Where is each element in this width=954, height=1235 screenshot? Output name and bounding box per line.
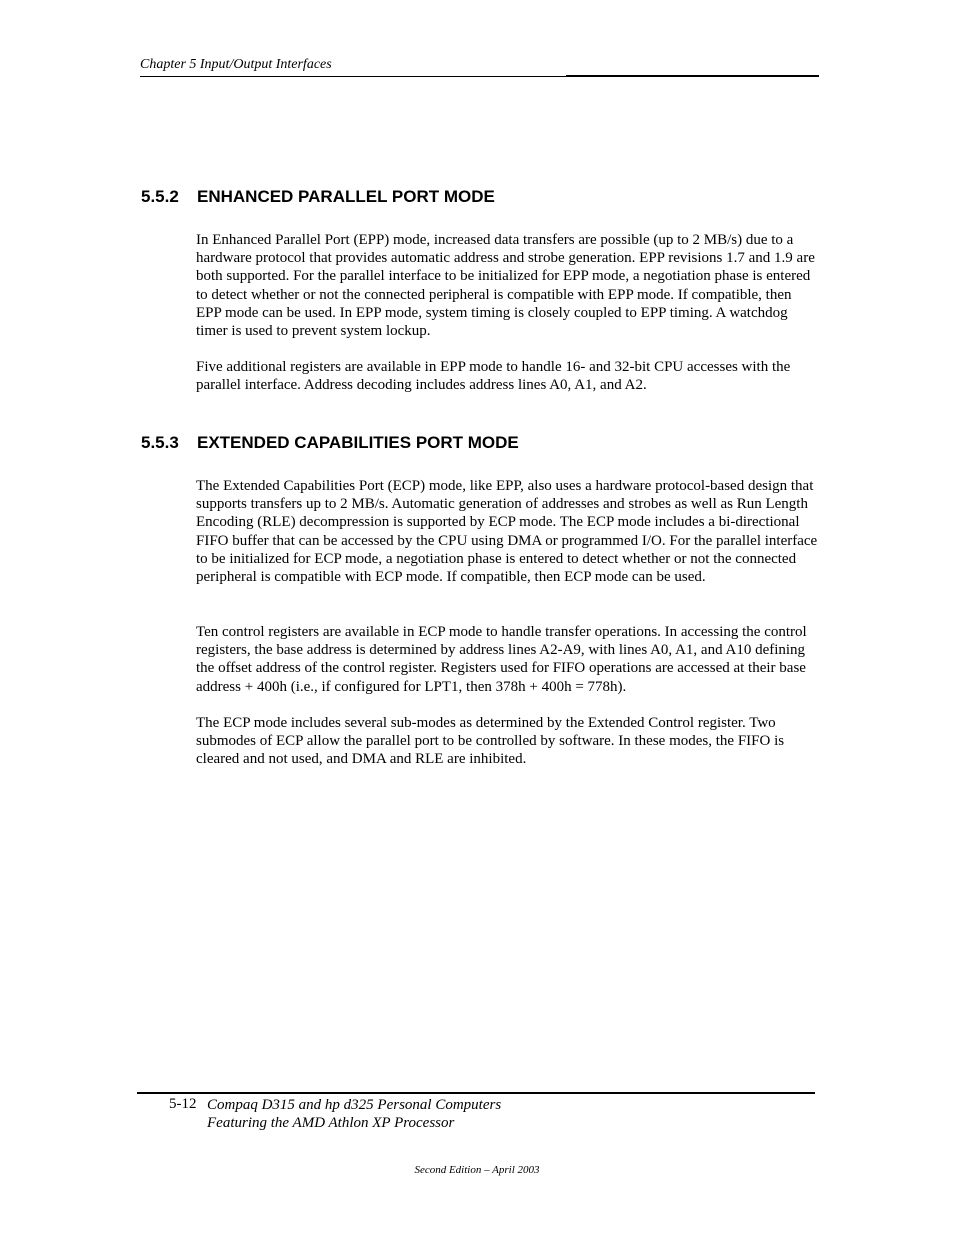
running-header: Chapter 5 Input/Output Interfaces bbox=[140, 57, 332, 72]
paragraph-ecp-registers: Ten control registers are available in ECP mode to handle transfer operations. In accessing the control registers, the base address is determined by address lines A2-A9, with lines A0, A1, and A10 defining the offset address of the control register. Registers used for FIFO operations are accessed at their base address + 400h (i.e., if configured for LPT1, then 378h + 400h = 778h). bbox=[196, 624, 807, 695]
page-number: 5-12 bbox=[169, 1096, 197, 1112]
header-rule-accent bbox=[566, 75, 819, 77]
footer-title-line-2: Featuring the AMD Athlon XP Processor bbox=[207, 1115, 455, 1131]
section-number: 5.5.3 bbox=[141, 433, 179, 452]
paragraph-ecp-submodes: The ECP mode includes several sub-modes as determined by the Extended Control register. Two submodes of ECP allow the parallel port to be controlled by software. In these modes, the FIFO is cleared and not used, and DMA and RLE are inhibited. bbox=[196, 715, 785, 768]
paragraph-ecp-overview: The Extended Capabilities Port (ECP) mode, like EPP, also uses a hardware protocol-based design that supports transfers up to 2 MB/s. Automatic generation of addresses and strobes as well as Run Length Encoding (RLE) decompression is supported by ECP mode. The ECP mode includes a bi-directional FIFO buffer that can be accessed by the CPU using DMA or programmed I/O. For the parallel interface to be initialized for ECP mode, a negotiation phase is entered to detect whether or not the connected peripheral is compatible with ECP mode. If compatible, then ECP mode can be used. bbox=[196, 478, 818, 586]
section-number: 5.5.2 bbox=[141, 187, 179, 206]
section-heading-5-5-3 bbox=[141, 433, 519, 453]
footer-title-line-1: Compaq D315 and hp d325 Personal Computers bbox=[207, 1097, 502, 1113]
footer-rule bbox=[137, 1092, 815, 1094]
paragraph-epp-overview: In Enhanced Parallel Port (EPP) mode, increased data transfers are possible (up to 2 MB/s) due to a hardware protocol that provides automatic address and strobe generation. EPP revisions 1.7 and 1.9 are both supported. For the parallel interface to be initialized for EPP mode, a negotiation phase is entered to detect whether or not the connected peripheral is compatible with EPP mode. If compatible, then EPP mode can be used. In EPP mode, system timing is closely coupled to EPP timing. A watchdog timer is used to prevent system lockup. bbox=[196, 232, 815, 340]
paragraph-epp-registers: Five additional registers are available in EPP mode to handle 16- and 32-bit CPU accesses with the parallel interface. Address decoding includes address lines A0, A1, and A2. bbox=[196, 359, 791, 394]
footer-title bbox=[207, 1096, 501, 1132]
section-title: EXTENDED CAPABILITIES PORT MODE bbox=[197, 433, 519, 452]
section-title: ENHANCED PARALLEL PORT MODE bbox=[197, 187, 495, 206]
section-heading-5-5-2 bbox=[141, 187, 495, 207]
edition-note: Second Edition – April 2003 bbox=[414, 1164, 540, 1176]
